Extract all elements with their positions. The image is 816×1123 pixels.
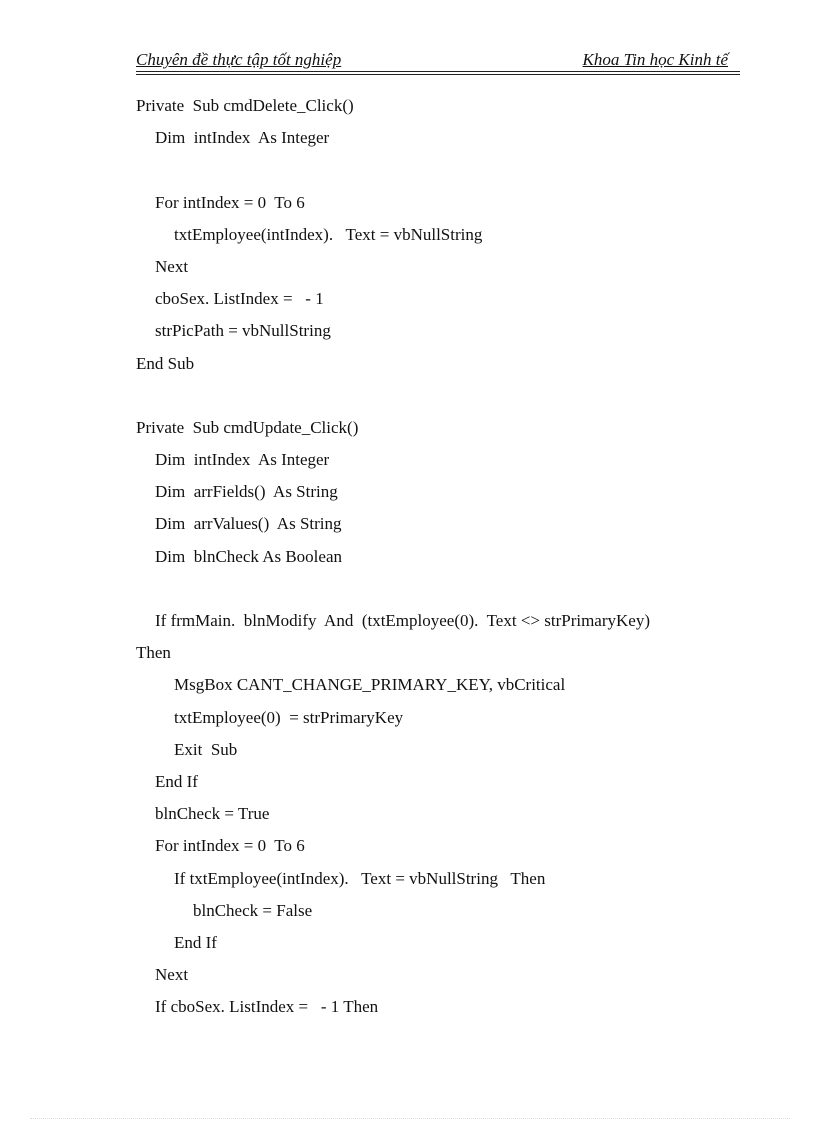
code-line: cboSex. ListIndex = - 1	[155, 289, 324, 309]
header-right-title: Khoa Tin học Kinh tế	[582, 50, 728, 69]
code-line: Private Sub cmdUpdate_Click()	[136, 417, 359, 437]
code-line: blnCheck = False	[193, 900, 313, 920]
code-line: For intIndex = 0 To 6	[155, 192, 305, 212]
code-line	[136, 154, 736, 186]
code-line: End If	[174, 932, 217, 952]
page-header	[136, 48, 740, 72]
header-rule-double	[136, 74, 740, 75]
code-line: Next	[155, 256, 189, 276]
code-line: txtEmployee(0) = strPrimaryKey	[174, 707, 404, 727]
footer-dotted-rule	[30, 1118, 790, 1119]
code-line	[136, 573, 736, 605]
header-left-title: Chuyên đề thực tập tốt nghiệp	[136, 50, 342, 69]
code-line: Dim blnCheck As Boolean	[155, 546, 342, 566]
code-line: Next	[155, 965, 189, 985]
code-listing	[136, 90, 736, 1023]
code-line	[136, 380, 736, 412]
code-line: strPicPath = vbNullString	[155, 321, 331, 341]
code-line: Dim intIndex As Integer	[155, 450, 330, 470]
code-line: End Sub	[136, 353, 195, 373]
code-line: Dim arrFields() As String	[155, 482, 338, 502]
code-line: For intIndex = 0 To 6	[155, 836, 305, 856]
code-line: If frmMain. blnModify And (txtEmployee(0). Text <> strPrimaryKey)	[155, 611, 651, 630]
code-line: If txtEmployee(intIndex). Text = vbNullString Then	[174, 868, 546, 888]
code-line: Private Sub cmdDelete_Click()	[136, 96, 354, 115]
code-line: blnCheck = True	[155, 804, 270, 824]
code-line: End If	[155, 771, 198, 791]
code-line: Then	[136, 643, 171, 663]
code-line: If cboSex. ListIndex = - 1 Then	[155, 997, 379, 1017]
header-rule	[136, 71, 740, 72]
code-line: Dim arrValues() As String	[155, 514, 342, 534]
code-line: Exit Sub	[174, 739, 238, 759]
code-line: txtEmployee(intIndex). Text = vbNullString	[174, 224, 483, 244]
code-line: MsgBox CANT_CHANGE_PRIMARY_KEY, vbCritical	[174, 675, 566, 695]
code-line: Dim intIndex As Integer	[155, 128, 330, 148]
